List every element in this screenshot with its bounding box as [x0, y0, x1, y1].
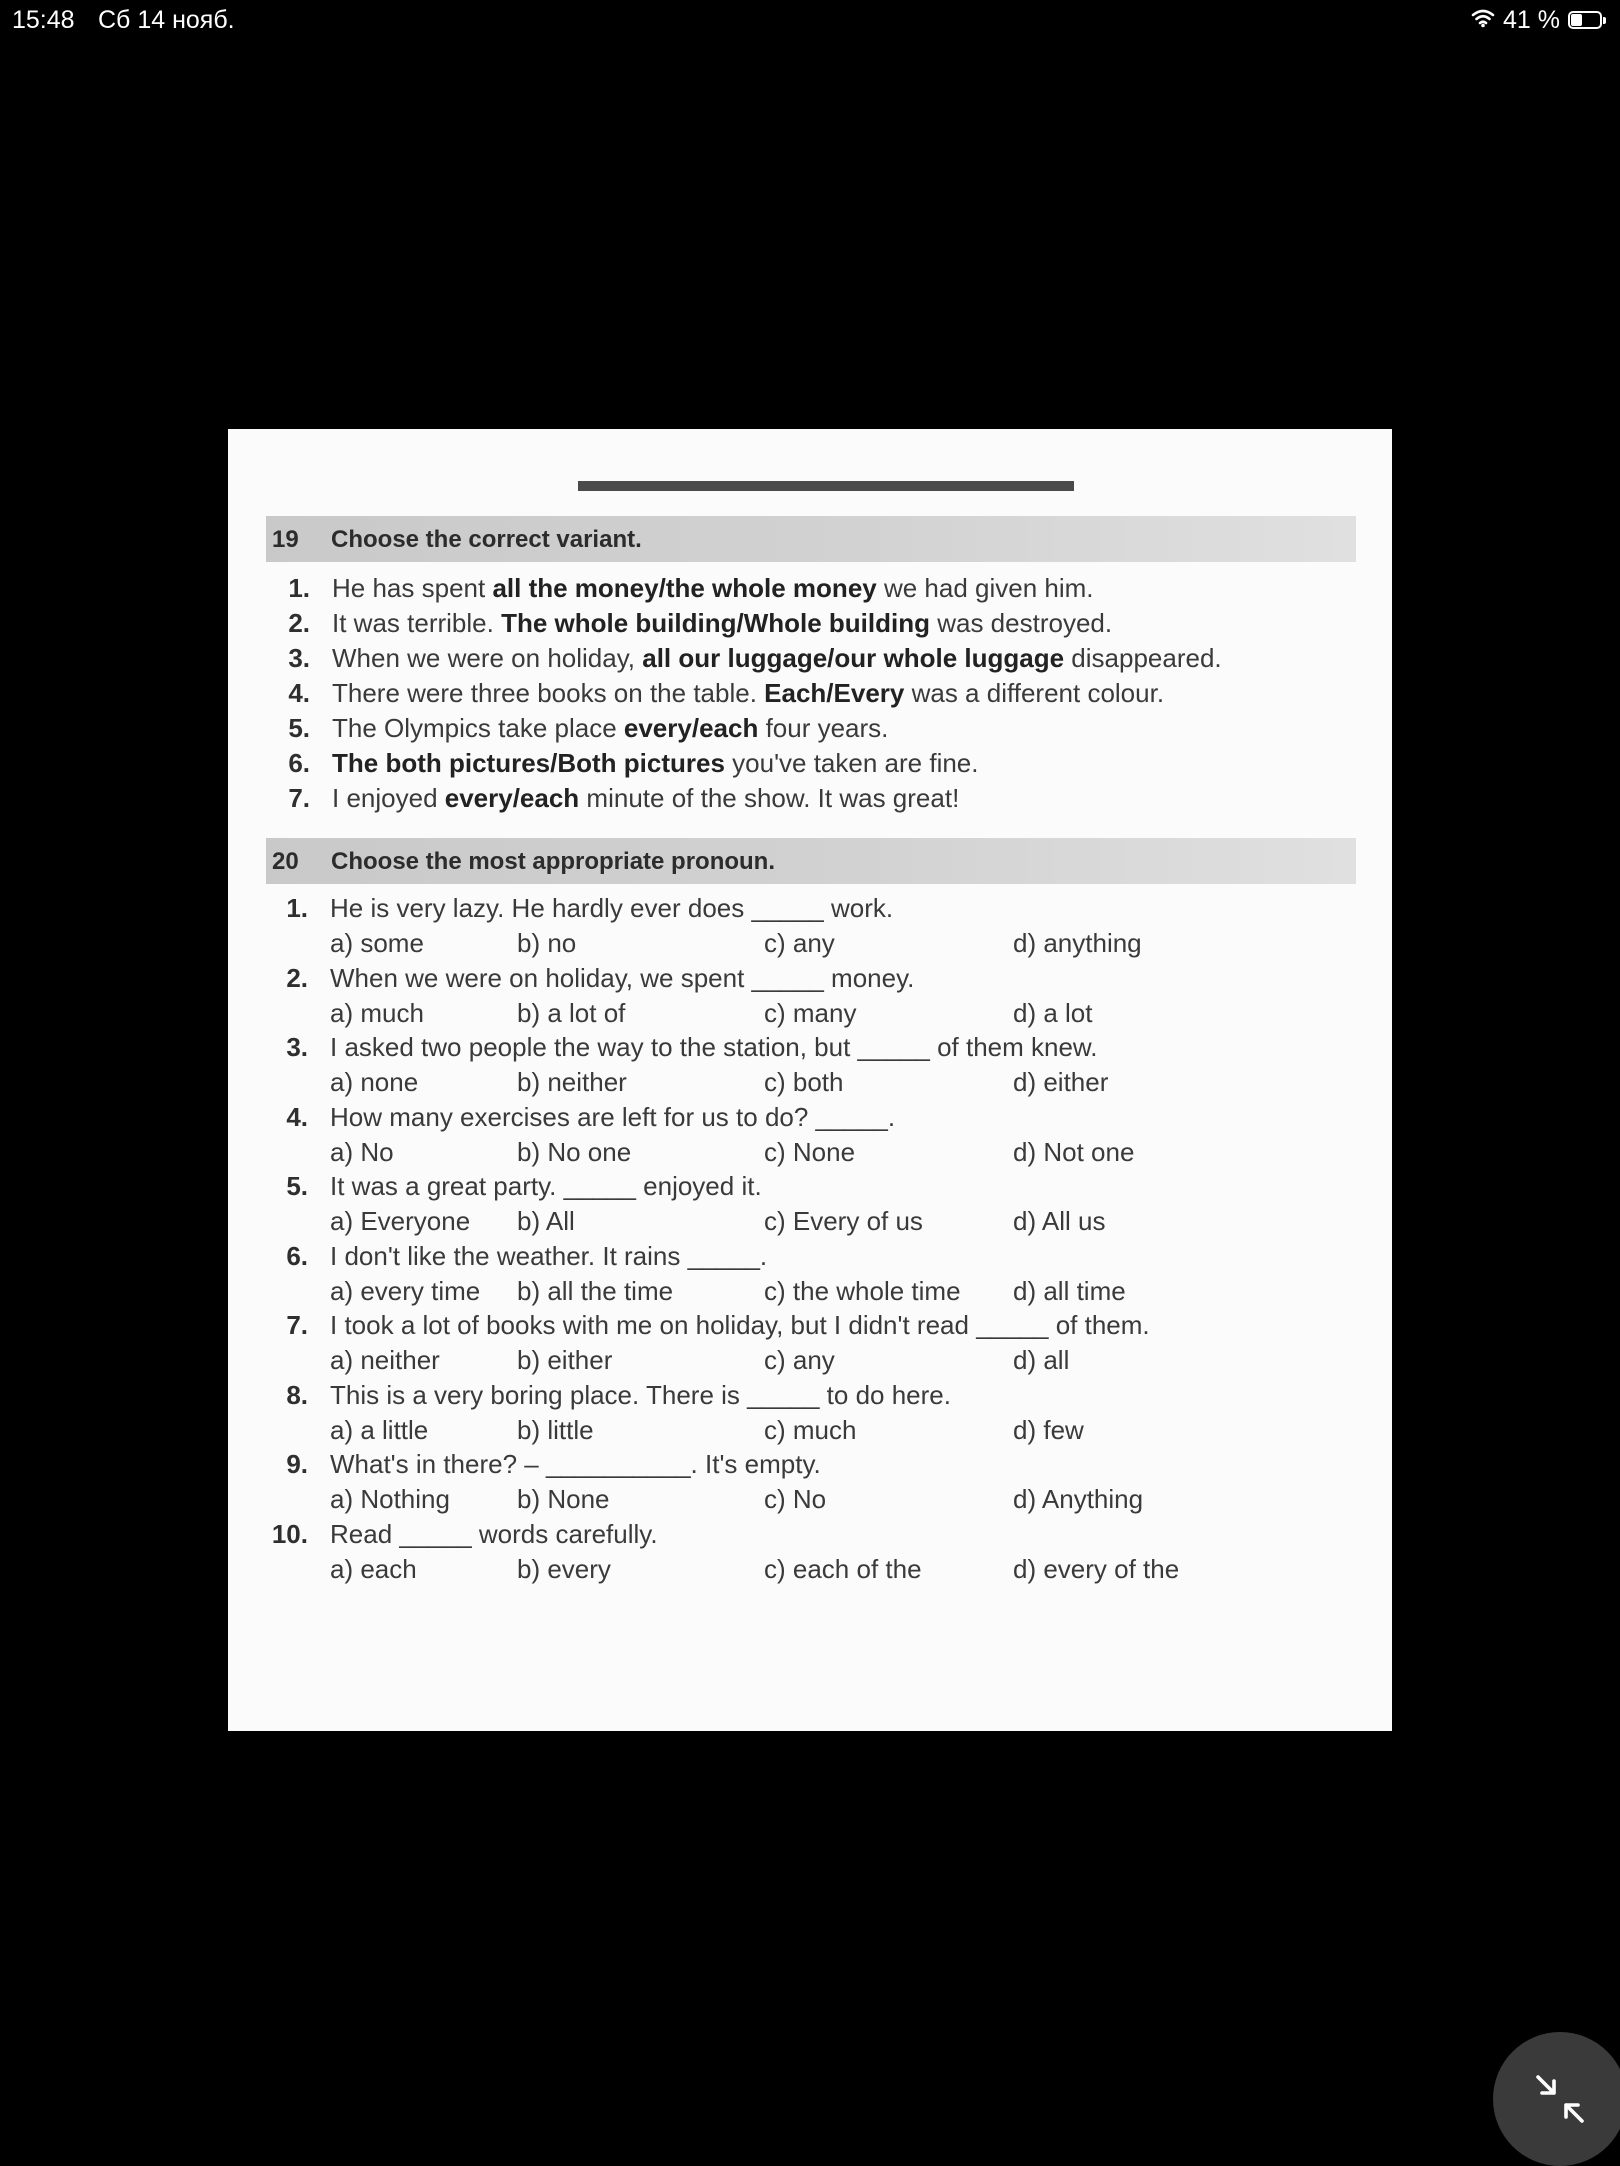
answer-option-b: b) All: [517, 1206, 575, 1236]
item-number: 2.: [288, 608, 310, 638]
item-text: There were three books on the table. Each/Every was a different colour.: [332, 678, 1165, 708]
answer-option-a: a) Everyone: [330, 1206, 471, 1236]
item-number: 4.: [288, 678, 310, 708]
answer-option-d: d) anything: [1013, 928, 1142, 958]
item-text: I enjoyed every/each minute of the show. It was great!: [332, 783, 960, 813]
answer-option-a: a) each: [330, 1553, 417, 1584]
answer-option-a: a) none: [330, 1067, 419, 1097]
item-choice: Each/Every: [764, 678, 905, 708]
item-number: 4.: [286, 1101, 308, 1132]
item-choice: all the money/the whole money: [492, 573, 877, 603]
exercise-20-title: Choose the most appropriate pronoun.: [331, 848, 776, 875]
item-text: It was terrible. The whole building/Whole building was destroyed.: [332, 608, 1113, 638]
item-text: He has spent all the money/the whole money we had given him.: [332, 573, 1094, 603]
answer-option-a: a) Nothing: [330, 1484, 450, 1514]
item-number: 1.: [288, 573, 310, 603]
answer-option-c: c) Every of us: [764, 1206, 923, 1236]
battery-icon: [1568, 11, 1608, 31]
answer-option-b: b) all the time: [517, 1275, 674, 1306]
exercise-20-header: [266, 838, 1356, 884]
answer-option-b: b) None: [517, 1484, 610, 1514]
answer-option-d: d) Anything: [1013, 1484, 1144, 1514]
item-question: This is a very boring place. There is _____ to do here.: [330, 1379, 951, 1410]
item-number: 3.: [288, 643, 310, 673]
item-number: 7.: [286, 1310, 308, 1340]
exercise-19-header: [266, 516, 1356, 562]
answer-option-d: d) a lot: [1013, 997, 1093, 1028]
item-number: 5.: [288, 713, 310, 743]
answer-option-c: c) No: [764, 1484, 827, 1514]
answer-option-d: d) all time: [1013, 1275, 1126, 1306]
answer-option-b: b) a lot of: [517, 997, 626, 1028]
answer-option-b: b) either: [517, 1345, 613, 1375]
item-text: When we were on holiday, all our luggage/our whole luggage disappeared.: [332, 643, 1222, 673]
answer-option-c: c) the whole time: [764, 1275, 961, 1306]
exercise-19-number: 19: [272, 526, 299, 553]
item-choice: The both pictures/Both pictures: [332, 748, 725, 778]
answer-option-a: a) some: [330, 928, 424, 958]
item-text: The both pictures/Both pictures you've taken are fine.: [332, 748, 979, 778]
answer-option-a: a) No: [330, 1136, 394, 1167]
item-question: I asked two people the way to the station, but _____ of them knew.: [330, 1032, 1098, 1062]
status-bar: [0, 0, 1620, 40]
item-question: I don't like the weather. It rains _____.: [330, 1240, 768, 1271]
status-date: Сб 14 нояб.: [98, 6, 235, 34]
item-question: It was a great party. _____ enjoyed it.: [330, 1171, 762, 1201]
item-choice: every/each: [623, 713, 759, 743]
top-rule: [578, 481, 1074, 491]
answer-option-a: a) every time: [330, 1275, 481, 1306]
item-number: 3.: [286, 1032, 308, 1062]
battery-percent: 41 %: [1503, 6, 1560, 34]
wifi-icon: [1471, 6, 1495, 35]
answer-option-d: d) all: [1013, 1345, 1070, 1375]
answer-option-d: d) few: [1013, 1414, 1084, 1445]
answer-option-b: b) no: [517, 928, 577, 958]
item-choice: every/each: [444, 783, 580, 813]
answer-option-a: a) a little: [330, 1414, 429, 1445]
answer-option-b: b) every: [517, 1553, 611, 1584]
answer-option-b: b) No one: [517, 1136, 632, 1167]
worksheet-image: [228, 429, 1392, 1731]
answer-option-d: d) Not one: [1013, 1136, 1135, 1167]
item-number: 10.: [271, 1518, 308, 1549]
item-question: How many exercises are left for us to do? _____.: [330, 1101, 896, 1132]
item-choice: all our luggage/our whole luggage: [642, 643, 1065, 673]
answer-option-a: a) much: [330, 997, 424, 1028]
answer-option-d: d) every of the: [1013, 1553, 1180, 1584]
item-number: 2.: [286, 962, 308, 993]
item-number: 1.: [286, 893, 308, 923]
answer-option-c: c) each of the: [764, 1553, 922, 1584]
exercise-20-number: 20: [272, 848, 299, 875]
answer-option-b: b) neither: [517, 1067, 627, 1097]
item-number: 9.: [286, 1449, 308, 1479]
item-number: 6.: [288, 748, 310, 778]
item-question: I took a lot of books with me on holiday, but I didn't read _____ of them.: [330, 1310, 1150, 1340]
answer-option-c: c) any: [764, 928, 835, 958]
answer-option-b: b) little: [517, 1414, 594, 1445]
answer-option-c: c) many: [764, 997, 857, 1028]
item-number: 7.: [288, 783, 310, 813]
item-question: What's in there? – __________. It's empty.: [330, 1449, 821, 1479]
status-right: [1471, 6, 1608, 35]
collapse-arrows-icon: [1530, 2069, 1590, 2129]
item-question: He is very lazy. He hardly ever does _____ work.: [330, 893, 894, 923]
item-number: 8.: [286, 1379, 308, 1410]
item-choice: The whole building/Whole building: [501, 608, 930, 638]
answer-option-d: d) All us: [1013, 1206, 1106, 1236]
item-number: 6.: [286, 1240, 308, 1271]
status-time: 15:48: [12, 6, 75, 34]
item-text: The Olympics take place every/each four years.: [332, 713, 889, 743]
answer-option-c: c) any: [764, 1345, 835, 1375]
answer-option-c: c) both: [764, 1067, 844, 1097]
item-number: 5.: [286, 1171, 308, 1201]
exercise-19-title: Choose the correct variant.: [331, 526, 642, 553]
answer-option-a: a) neither: [330, 1345, 440, 1375]
item-question: When we were on holiday, we spent _____ money.: [330, 962, 915, 993]
exit-fullscreen-button[interactable]: [1493, 2032, 1620, 2166]
item-question: Read _____ words carefully.: [330, 1518, 658, 1549]
answer-option-c: c) None: [764, 1136, 856, 1167]
answer-option-d: d) either: [1013, 1067, 1109, 1097]
answer-option-c: c) much: [764, 1414, 857, 1445]
